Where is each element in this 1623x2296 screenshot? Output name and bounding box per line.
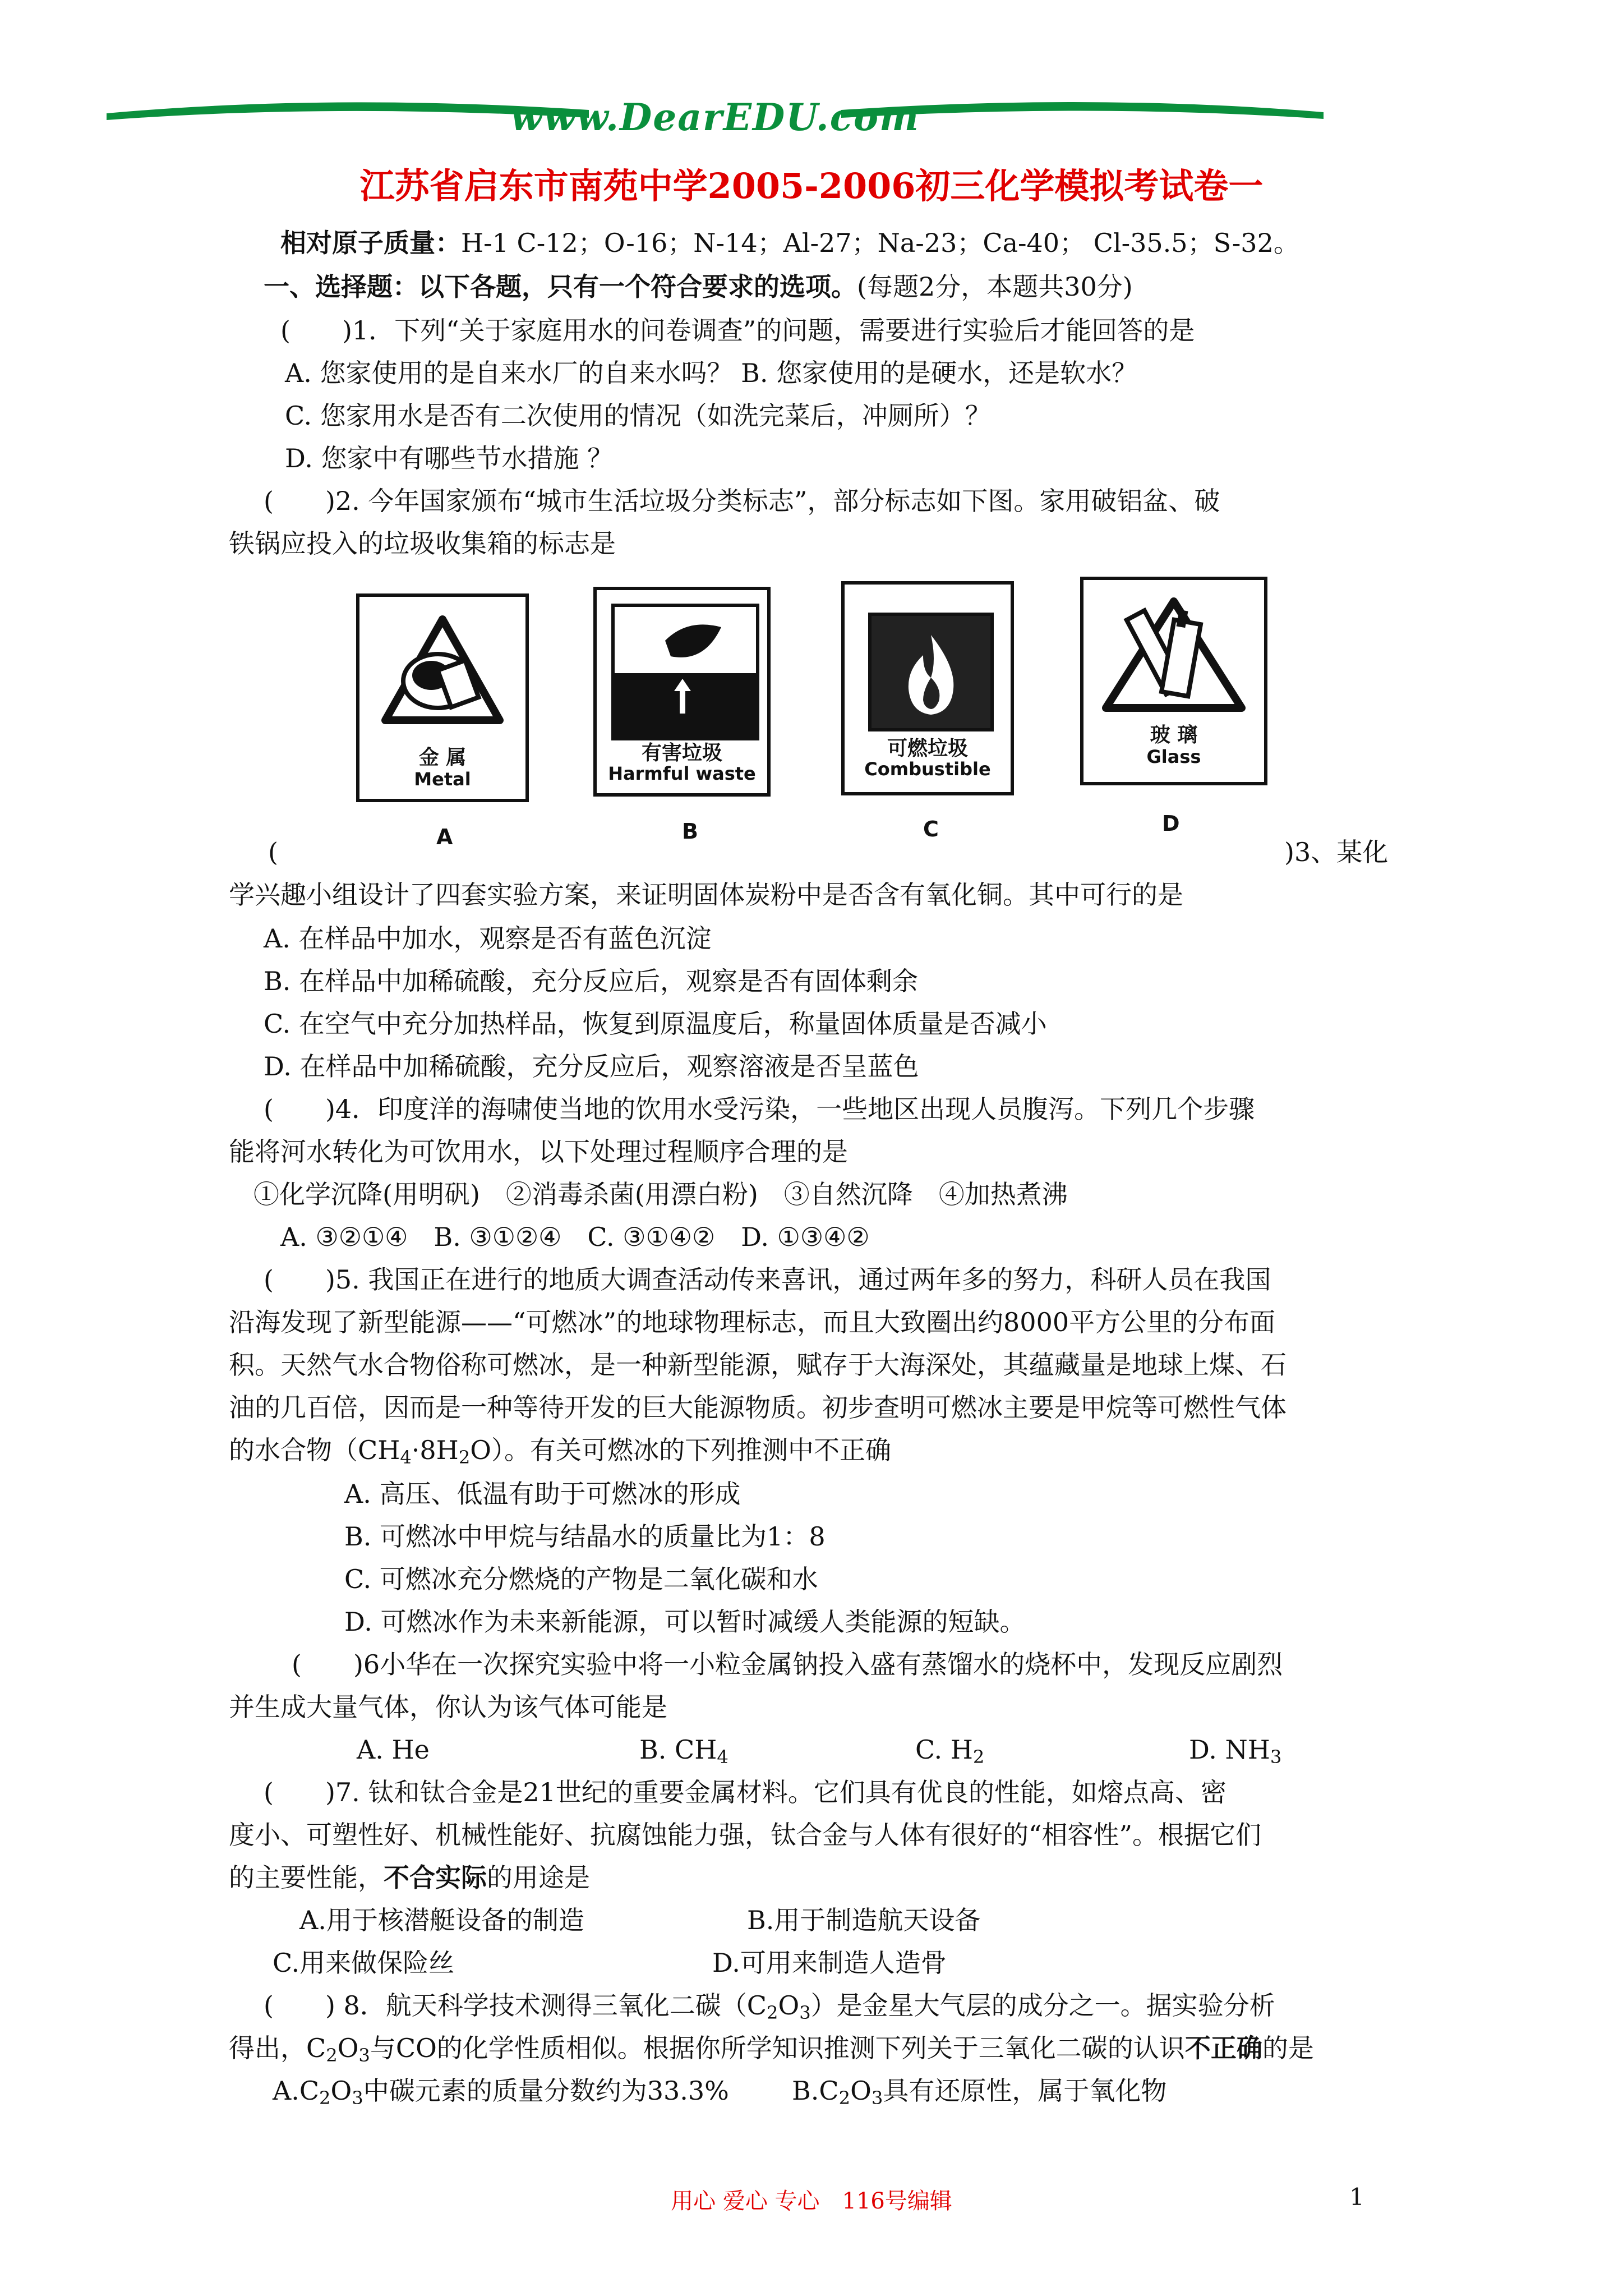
q6-option-b: B. $CH_4$ — [639, 1734, 728, 1768]
q3-line-2: 学兴趣小组设计了四套实验方案，来证明固体炭粉中是否含有氧化铜。其中可行的是 — [229, 880, 1183, 910]
sign-combustible-cn: 可燃垃圾 — [887, 737, 968, 760]
q4-line-2: 能将河水转化为可饮用水，以下处理过程顺序合理的是 — [229, 1137, 848, 1167]
q8-option-a: $A.C_2O_3$中碳元素的质量分数约为33.3% — [273, 2076, 729, 2109]
q5-option-b: B. 可燃冰中甲烷与结晶水的质量比为1：8 — [344, 1521, 826, 1552]
page-number: 1 — [1349, 2183, 1364, 2211]
harmful-frame — [611, 604, 759, 740]
sign-letter-c: C — [923, 817, 939, 841]
q6-option-a: A. He — [357, 1734, 430, 1765]
recycle-metal-icon — [359, 608, 525, 743]
section-1-note: (每题2分，本题共30分) — [857, 272, 1133, 302]
sign-glass-en: Glass — [1146, 746, 1201, 767]
site-banner — [107, 95, 1324, 157]
q7-line-3: 的主要性能，不合实际的用途是 — [229, 1862, 590, 1893]
q7-line-2: 度小、可塑性好、机械性能好、抗腐蚀能力强，钛合金与人体有很好的“相容性”。根据它们 — [229, 1820, 1262, 1850]
sign-combustible — [841, 581, 1014, 795]
section-1-title: 一、选择题：以下各题，只有一个符合要求的选项。 — [264, 272, 857, 302]
sign-harmful-cn: 有害垃圾 — [641, 742, 722, 765]
site-url[interactable]: www.DearEDU.com — [510, 95, 920, 139]
q7-option-a: A.用于核潜艇设备的制造 — [299, 1905, 584, 1935]
sign-letter-a: A — [436, 825, 453, 849]
combustible-frame — [868, 613, 994, 731]
q5-line-5: 的水合物$(CH_4\cdot 8H_2O)$。有关可燃冰的下列推测中不正确 — [229, 1435, 892, 1469]
sign-harmful-en: Harmful waste — [608, 763, 756, 784]
atomic-mass-label: 相对原子质量： — [280, 228, 461, 258]
sign-glass — [1080, 577, 1267, 785]
section-1-heading — [264, 274, 1133, 300]
sign-harmful — [593, 587, 771, 797]
q7-option-d: D.可用来制造人造骨 — [712, 1948, 947, 1978]
atomic-mass-values: H-1 C-12；O-16；N-14；Al-27；Na-23；Ca-40； Cl-35.5；S-32。 — [461, 228, 1299, 258]
sign-metal-en: Metal — [414, 769, 471, 790]
q3-option-b: B. 在样品中加稀硫酸，充分反应后，观察是否有固体剩余 — [264, 966, 919, 996]
flame-icon — [872, 616, 990, 728]
q3-open-paren: ( — [268, 837, 278, 867]
q2-line-2: 铁锅应投入的垃圾收集箱的标志是 — [229, 528, 616, 559]
recycle-glass-icon — [1083, 588, 1264, 728]
page-title: 江苏省启东市南苑中学2005-2006初三化学模拟考试卷一 — [359, 165, 1264, 206]
q7-line-1: ( )7. 钛和钛合金是21世纪的重要金属材料。它们具有优良的性能，如熔点高、密 — [264, 1777, 1227, 1807]
q5-option-d: D. 可燃冰作为未来新能源，可以暂时减缓人类能源的短缺。 — [344, 1607, 1026, 1637]
q1-stem: ( )1．下列“关于家庭用水的问卷调查”的问题，需要进行实验后才能回答的是 — [280, 315, 1195, 346]
q7-option-c: C.用来做保险丝 — [273, 1948, 455, 1978]
q4-steps: ①化学沉降(用明矾) ②消毒杀菌(用漂白粉) ③自然沉降 ④加热煮沸 — [253, 1179, 1068, 1209]
q3-option-c: C. 在空气中充分加热样品，恢复到原温度后，称量固体质量是否减小 — [264, 1009, 1047, 1039]
q5-line-3: 积。天然气水合物俗称可燃冰，是一种新型能源，赋存于大海深处，其蕴藏量是地球上煤、石 — [229, 1350, 1287, 1380]
sign-letter-b: B — [682, 819, 698, 844]
sign-combustible-en: Combustible — [864, 758, 991, 780]
q5-line-4: 油的几百倍，因而是一种等待开发的巨大能源物质。初步查明可燃冰主要是甲烷等可燃性气体 — [229, 1392, 1287, 1423]
q6-option-c: C. $H_2$ — [915, 1734, 985, 1768]
q6-line-2: 并生成大量气体，你认为该气体可能是 — [229, 1692, 667, 1722]
q5-option-a: A. 高压、低温有助于可燃冰的形成 — [344, 1479, 741, 1509]
q6-line-1: ( )6小华在一次探究实验中将一小粒金属钠投入盛有蒸馏水的烧杯中，发现反应剧烈 — [292, 1649, 1283, 1680]
atomic-mass-line — [280, 230, 1299, 256]
q8-option-b: $B.C_2O_3$具有还原性，属于氧化物 — [792, 2076, 1167, 2109]
sign-metal — [356, 593, 529, 802]
q5-option-c: C. 可燃冰充分燃烧的产物是二氧化碳和水 — [344, 1564, 818, 1594]
q4-line-1: ( )4．印度洋的海啸使当地的饮用水受污染，一些地区出现人员腹泻。下列几个步骤 — [264, 1094, 1255, 1124]
harmful-waste-icon — [615, 607, 756, 737]
q3-option-d: D. 在样品中加稀硫酸，充分反应后，观察溶液是否呈蓝色 — [264, 1051, 919, 1082]
q8-line-2: 得出，$C_2O_3$与CO的化学性质相似。根据你所学知识推测下列关于三氧化二碳的认识不正确的是 — [229, 2033, 1314, 2067]
q3-close: )3、某化 — [1284, 837, 1389, 867]
q5-line-2: 沿海发现了新型能源——“可燃冰”的地球物理标志，而且大致圈出约8000平方公里的分布面 — [229, 1307, 1276, 1337]
q6-option-d: D. $NH_3$ — [1189, 1734, 1282, 1768]
q1-options-ab: A. 您家使用的是自来水厂的自来水吗？ B. 您家使用的是硬水，还是软水？ — [285, 358, 1138, 388]
q2-line-1: ( )2. 今年国家颁布“城市生活垃圾分类标志”，部分标志如下图。家用破铝盆、破 — [264, 486, 1220, 516]
q4-options: A. ③②①④ B. ③①②④ C. ③①④② D. ①③④② — [280, 1222, 870, 1252]
q1-option-d: D. 您家中有哪些节水措施 ？ — [285, 443, 614, 473]
footer-note: 用心 爱心 专心 116号编辑 — [671, 2188, 952, 2214]
q7-option-b: B.用于制造航天设备 — [747, 1905, 981, 1935]
q1-option-c: C. 您家用水是否有二次使用的情况（如洗完菜后，冲厕所）？ — [285, 401, 991, 431]
sign-metal-cn: 金 属 — [418, 746, 467, 769]
sign-letter-d: D — [1162, 811, 1180, 836]
q8-line-1: ( ) 8．航天科学技术测得三氧化二碳$(C_2O_3)$是金星大气层的成分之一。据实验分析 — [264, 1990, 1275, 2024]
q3-option-a: A. 在样品中加水，观察是否有蓝色沉淀 — [264, 923, 712, 954]
sign-glass-cn: 玻 璃 — [1150, 724, 1198, 747]
q5-line-1: ( )5. 我国正在进行的地质大调查活动传来喜讯，通过两年多的努力，科研人员在我国 — [264, 1264, 1271, 1295]
